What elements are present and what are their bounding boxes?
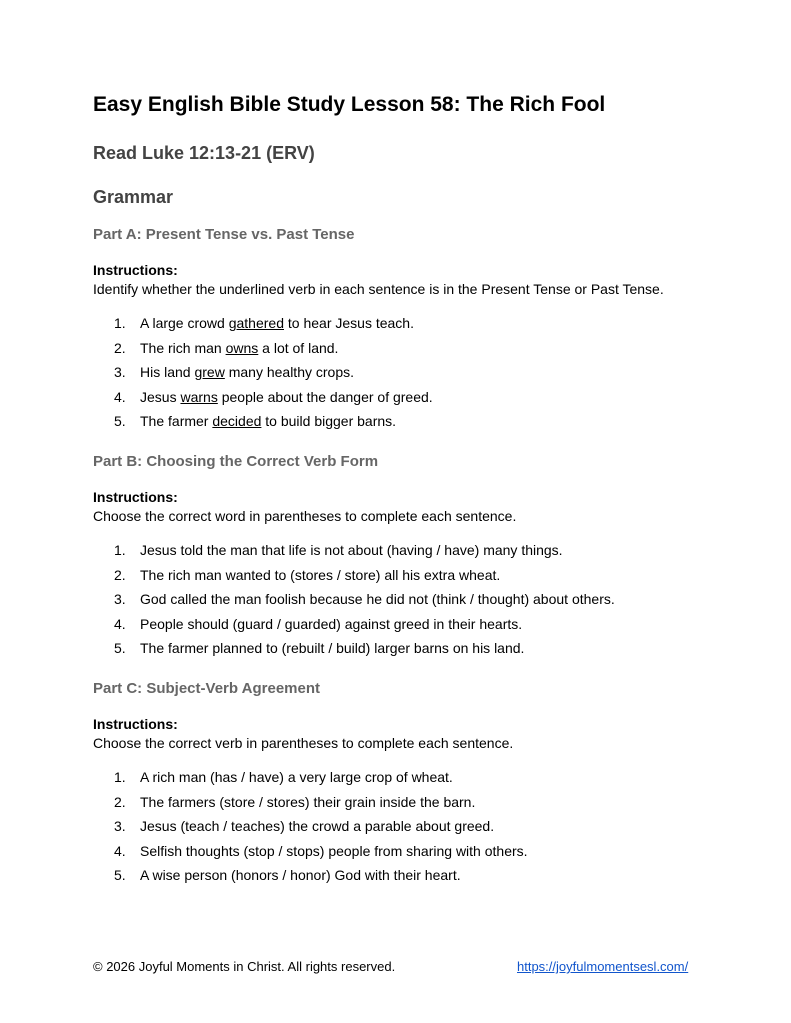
- item-text: The farmer planned to (rebuilt / build) larger barns on his land.: [140, 640, 525, 656]
- part-a-instructions: [93, 261, 664, 299]
- item-text: Selfish thoughts (stop / stops) people from sharing with others.: [140, 842, 528, 859]
- underlined-verb: grew: [194, 364, 225, 380]
- part-c-instructions: [93, 715, 513, 753]
- item-number: 1.: [114, 315, 126, 331]
- item-number: 5.: [114, 413, 126, 429]
- document-page: [93, 0, 703, 1023]
- item-text: The rich man wanted to (stores / store) all his extra wheat.: [140, 566, 501, 583]
- item-number: 2.: [114, 566, 126, 583]
- item-text: Jesus warns people about the danger of greed.: [140, 388, 433, 405]
- item-text: Jesus (teach / teaches) the crowd a parable about greed.: [140, 818, 495, 834]
- item-text: A large crowd gathered to hear Jesus teach.: [140, 315, 414, 331]
- footer-website-link[interactable]: https://joyfulmomentsesl.com/: [517, 959, 689, 974]
- item-number: 3.: [114, 364, 126, 380]
- footer-copyright: © 2026 Joyful Moments in Christ. All rights reserved.: [93, 959, 396, 974]
- item-text: God called the man foolish because he did not (think / thought) about others.: [140, 591, 615, 607]
- item-text: The rich man owns a lot of land.: [140, 339, 339, 356]
- item-number: 2.: [114, 793, 126, 810]
- item-number: 3.: [114, 818, 126, 834]
- instructions-text: Choose the correct verb in parentheses to complete each sentence.: [93, 735, 514, 751]
- item-text: His land grew many healthy crops.: [140, 364, 354, 380]
- item-text: The farmer decided to build bigger barns.: [140, 413, 397, 429]
- underlined-verb: owns: [225, 339, 259, 356]
- underlined-verb: decided: [212, 413, 262, 429]
- item-number: 5.: [114, 640, 126, 656]
- instructions-text: Choose the correct word in parentheses to complete each sentence.: [93, 508, 517, 524]
- item-text: A rich man (has / have) a very large crop of wheat.: [140, 769, 453, 785]
- item-number: 1.: [114, 769, 126, 785]
- instructions-label: Instructions:: [93, 716, 178, 732]
- instructions-text: Identify whether the underlined verb in each sentence is in the Present Tense or Past Tense.: [93, 281, 664, 297]
- item-text: People should (guard / guarded) against greed in their hearts.: [140, 615, 523, 632]
- item-number: 3.: [114, 591, 126, 607]
- item-text: Jesus told the man that life is not about (having / have) many things.: [140, 542, 563, 558]
- item-number: 5.: [114, 867, 126, 883]
- part-b-instructions: [93, 488, 516, 526]
- page-title: Easy English Bible Study Lesson 58: The Rich Fool: [93, 93, 606, 116]
- part-a-heading: Part A: Present Tense vs. Past Tense: [93, 226, 355, 243]
- reading-heading: Read Luke 12:13-21 (ERV): [93, 143, 315, 163]
- item-text: A wise person (honors / honor) God with their heart.: [140, 867, 461, 883]
- part-b-heading: Part B: Choosing the Correct Verb Form: [93, 453, 379, 470]
- item-number: 4.: [114, 842, 126, 859]
- part-c-heading: Part C: Subject-Verb Agreement: [93, 680, 320, 697]
- item-number: 4.: [114, 615, 126, 632]
- item-number: 2.: [114, 339, 126, 356]
- underlined-verb: warns: [180, 388, 218, 405]
- underlined-verb: gathered: [228, 315, 284, 331]
- section-heading: Grammar: [93, 187, 174, 207]
- item-text: The farmers (store / stores) their grain inside the barn.: [140, 793, 476, 810]
- item-number: 1.: [114, 542, 126, 558]
- instructions-label: Instructions:: [93, 262, 178, 278]
- item-number: 4.: [114, 388, 126, 405]
- instructions-label: Instructions:: [93, 489, 178, 505]
